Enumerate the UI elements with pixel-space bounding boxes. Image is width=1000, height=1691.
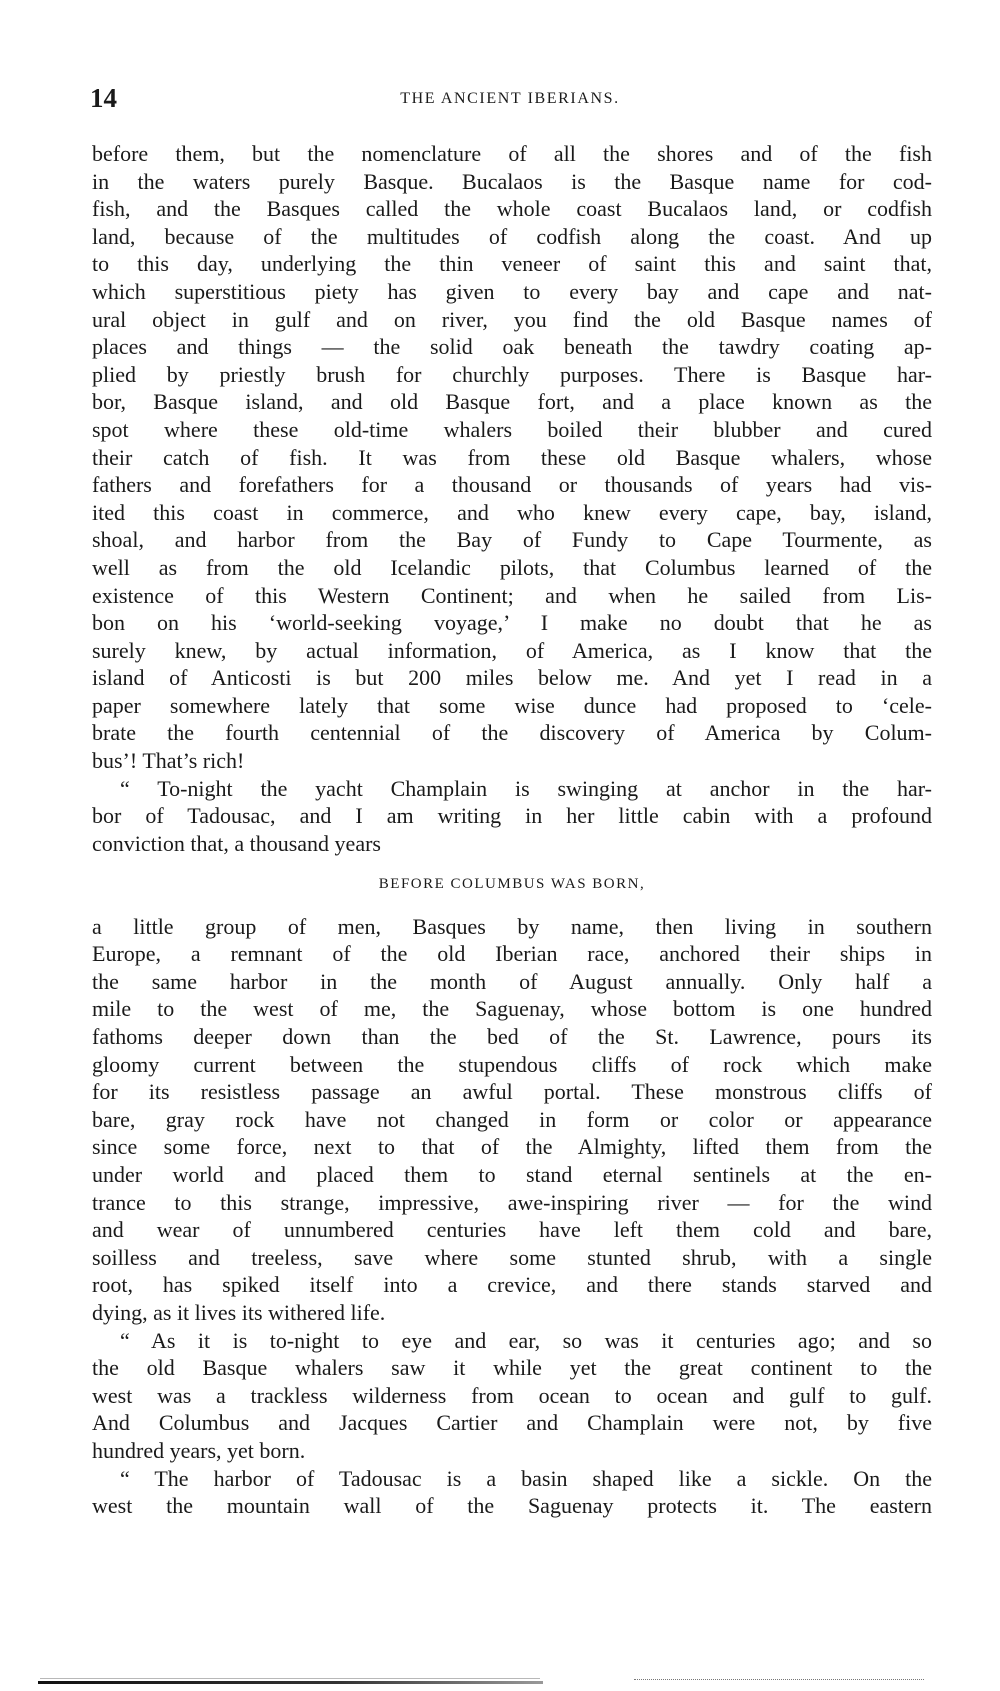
text-line: their catch of fish. It was from these old Basque whalers, whose — [92, 444, 932, 470]
text-line: surely knew, by actual information, of America, as I know that the — [92, 637, 932, 663]
text-line: island of Anticosti is but 200 miles below me. And yet I read in a — [92, 665, 932, 691]
text-line: for its resistless passage an awful portal. These monstrous cliffs of — [92, 1079, 932, 1105]
text-line: fathers and forefathers for a thousand or thousands of years had vis- — [92, 472, 932, 498]
text-line: plied by priestly brush for churchly purposes. There is Basque har- — [92, 361, 932, 387]
text-line: bor of Tadousac, and I am writing in her little cabin with a profound — [92, 803, 932, 829]
paragraph — [92, 140, 932, 775]
text-line: brate the fourth centennial of the discovery of America by Colum- — [92, 720, 932, 746]
body-text — [92, 140, 932, 1520]
text-line: hundred years, yet born. — [92, 1437, 306, 1463]
text-line: shoal, and harbor from the Bay of Fundy to Cape Tourmente, as — [92, 527, 932, 553]
paragraph — [92, 913, 932, 1327]
text-line: and wear of unnumbered centuries have left them cold and bare, — [92, 1217, 932, 1243]
text-line: bus’! That’s rich! — [92, 748, 245, 774]
text-line: root, has spiked itself into a crevice, and there stands starved and — [92, 1272, 932, 1298]
text-line: “ To-night the yacht Champlain is swinging at anchor in the har- — [120, 775, 932, 801]
section-heading: BEFORE COLUMBUS WAS BORN, — [378, 876, 646, 893]
text-line: conviction that, a thousand years — [92, 830, 381, 856]
text-line: trance to this strange, impressive, awe-inspiring river — for the wind — [92, 1189, 932, 1215]
text-line: ural object in gulf and on river, you find the old Basque names of — [92, 306, 932, 332]
paragraph — [92, 775, 932, 858]
text-line: which superstitious piety has given to every bay and cape and nat- — [92, 278, 932, 304]
text-line: “ The harbor of Tadousac is a basin shaped like a sickle. On the — [120, 1465, 932, 1491]
text-line: land, because of the multitudes of codfish along the coast. And up — [92, 223, 932, 249]
text-line: soilless and treeless, save where some stunted shrub, with a single — [92, 1244, 932, 1270]
text-line: Europe, a remnant of the old Iberian race, anchored their ships in — [92, 941, 932, 967]
text-line: in the waters purely Basque. Bucalaos is the Basque name for cod- — [92, 168, 932, 194]
text-line: to this day, underlying the thin veneer of saint this and saint that, — [92, 251, 932, 277]
paragraph — [92, 1327, 932, 1465]
text-line: places and things — the solid oak beneath the tawdry coating ap- — [92, 334, 932, 360]
text-line: And Columbus and Jacques Cartier and Champlain were not, by five — [92, 1410, 932, 1436]
footer-rule — [38, 1681, 543, 1684]
text-line: bor, Basque island, and old Basque fort, and a place known as the — [92, 389, 932, 415]
text-line: the old Basque whalers saw it while yet the great continent to the — [92, 1355, 932, 1381]
footer-rule-dotted — [634, 1679, 924, 1680]
text-line: spot where these old-time whalers boiled their blubber and cured — [92, 416, 932, 442]
text-line: existence of this Western Continent; and when he sailed from Lis- — [92, 582, 932, 608]
text-line: under world and placed them to stand eternal sentinels at the en- — [92, 1161, 932, 1187]
text-line: the same harbor in the month of August annually. Only half a — [92, 968, 932, 994]
text-line: “ As it is to-night to eye and ear, so was it centuries ago; and so — [120, 1327, 932, 1353]
text-line: well as from the old Icelandic pilots, that Columbus learned of the — [92, 554, 932, 580]
text-line: paper somewhere lately that some wise dunce had proposed to ‘cele- — [92, 692, 932, 718]
text-line: a little group of men, Basques by name, then living in southern — [92, 913, 932, 939]
text-line: ited this coast in commerce, and who knew every cape, bay, island, — [92, 499, 932, 525]
text-line: west the mountain wall of the Saguenay protects it. The eastern — [92, 1493, 932, 1519]
text-line: fish, and the Basques called the whole coast Bucalaos land, or codfish — [92, 196, 932, 222]
text-line: mile to the west of me, the Saguenay, whose bottom is one hundred — [92, 996, 932, 1022]
text-line: since some force, next to that of the Almighty, lifted them from the — [92, 1134, 932, 1160]
running-head: THE ANCIENT IBERIANS. — [400, 90, 620, 107]
text-line: before them, but the nomenclature of all the shores and of the fish — [92, 141, 932, 166]
text-line: bare, gray rock have not changed in form or color or appearance — [92, 1106, 932, 1132]
text-line: gloomy current between the stupendous cliffs of rock which make — [92, 1051, 932, 1077]
footer-rule-light — [40, 1678, 540, 1679]
text-line: west was a trackless wilderness from ocean to ocean and gulf to gulf. — [92, 1382, 932, 1408]
text-line: fathoms deeper down than the bed of the St. Lawrence, pours its — [92, 1024, 932, 1049]
text-line: dying, as it lives its withered life. — [92, 1299, 386, 1325]
text-line: bon on his ‘world-seeking voyage,’ I make no doubt that he as — [92, 610, 932, 636]
page-number: 14 — [90, 83, 117, 113]
paragraph — [92, 1465, 932, 1520]
